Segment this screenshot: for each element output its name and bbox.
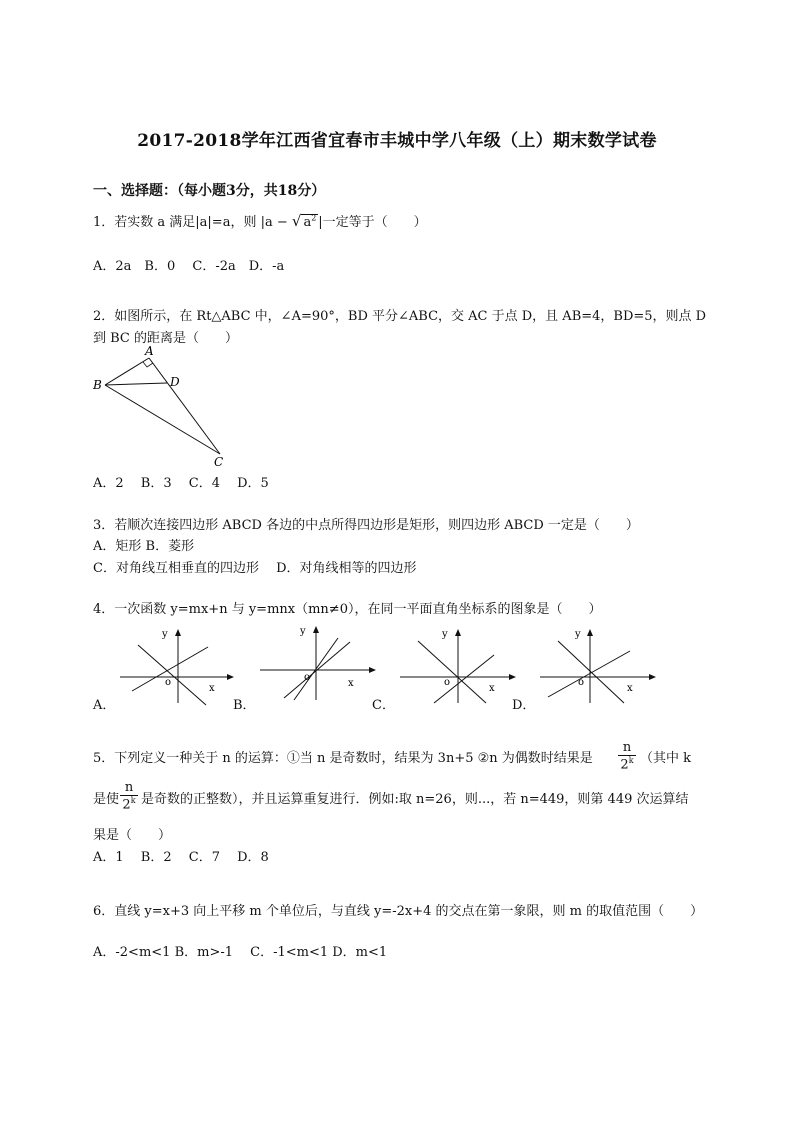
option-d-label: D． [512, 698, 536, 713]
question-2-line1: 2．如图所示，在 Rt△ABC 中，∠A=90°，BD 平分∠ABC，交 AC 于点 D，且 AB=4，BD=5，则点 D [93, 309, 707, 324]
fraction-numerator: n [124, 780, 134, 795]
question-5-line2-start: 是使 [93, 792, 120, 807]
axis-label-x: x [627, 683, 633, 694]
segment-ac [149, 358, 220, 454]
question-5-line1-start: 5．下列定义一种关于 n 的运算：①当 n 是奇数时，结果为 3n+5 ②n 为偶数时结果是 [93, 751, 593, 766]
question-3-stem: 3．若顺次连接四边形 ABCD 各边的中点所得四边形是矩形，则四边形 ABCD 一定是（ ） [93, 518, 639, 533]
section-heading: 一、选择题：（每小题3分，共18分） [93, 183, 326, 199]
question-1-options: A．2a B．0 C．-2a D．-a [93, 259, 285, 274]
triangle-figure [88, 342, 238, 470]
label-a: A [145, 344, 154, 358]
q1-stem-start: 1．若实数 a 满足|a|=a，则 | [93, 215, 265, 230]
denominator-exponent: k [130, 796, 136, 805]
y-axis-arrow [175, 629, 181, 636]
denominator-base: 2 [122, 797, 131, 813]
y-axis-arrow [587, 629, 593, 636]
option-a-label: A． [93, 698, 116, 713]
x-axis-arrow [369, 667, 376, 673]
question-5-line2-end: 是奇数的正整数），并且运算重复进行．例如:取 n=26，则...，若 n=449，则第 449 次运算结 [141, 792, 689, 807]
origin-label: o [444, 677, 451, 688]
denominator-base: 2 [620, 757, 629, 773]
label-c: C [214, 455, 224, 469]
page-title: 2017-2018学年江西省宜春市丰城中学八年级（上）期末数学试卷 [137, 131, 657, 151]
question-6-stem: 6．直线 y=x+3 向上平移 m 个单位后，与直线 y=-2x+4 的交点在第一象限，则 m 的取值范围（ ） [93, 904, 704, 919]
question-3-options-cd: C．对角线互相垂直的四边形 D．对角线相等的四边形 [93, 561, 417, 576]
q1-exponent: 2 [311, 213, 317, 223]
x-axis-arrow [509, 674, 516, 680]
axis-label-x: x [209, 683, 215, 694]
origin-label: o [304, 672, 311, 683]
x-axis-arrow [649, 674, 656, 680]
label-d: D [170, 375, 180, 389]
origin-label: o [578, 677, 585, 688]
q1-radicand-base: a [303, 215, 312, 230]
line-1 [558, 641, 624, 703]
origin-label: o [165, 677, 172, 688]
question-3-options-ab: A．矩形 B．菱形 [93, 539, 195, 554]
graph-option-b [254, 624, 378, 704]
question-6-options: A．-2<m<1 B．m>-1 C．-1<m<1 D．m<1 [93, 945, 388, 960]
question-4-stem: 4．一次函数 y=mx+n 与 y=mnx（mn≠0），在同一平面直角坐标系的图象是（ ） [93, 602, 602, 617]
axis-label-y: y [575, 629, 581, 640]
question-5-options: A．1 B．2 C．7 D．8 [93, 850, 269, 865]
segment-ab [105, 358, 149, 385]
question-2-line2: 到 BC 的距离是（ ） [93, 331, 239, 346]
segment-bc [105, 385, 220, 454]
q5-fraction-2 [120, 781, 138, 811]
line-2 [548, 651, 630, 697]
right-angle-mark [143, 362, 153, 367]
axis-label-x: x [348, 678, 354, 689]
sqrt-symbol: √ [291, 212, 302, 230]
question-5-line3: 果是（ ） [93, 828, 172, 843]
option-b-label: B． [233, 698, 256, 713]
question-2-options: A．2 B．3 C．4 D．5 [93, 476, 269, 491]
axis-label-y: y [300, 626, 306, 637]
y-axis-arrow [455, 629, 461, 636]
y-axis-arrow [313, 626, 319, 633]
axis-label-y: y [162, 629, 168, 640]
axis-label-y: y [442, 629, 448, 640]
q5-fraction-1 [618, 741, 636, 771]
label-b: B [93, 378, 102, 392]
segment-bd [105, 383, 167, 385]
q1-stem-end: |一定等于（ ） [318, 215, 427, 230]
line-2 [434, 655, 494, 703]
fraction-numerator: n [622, 740, 632, 755]
fraction-denominator [618, 757, 636, 771]
denominator-exponent: k [628, 756, 634, 765]
graph-option-d [534, 627, 658, 707]
fraction-denominator [120, 797, 138, 811]
graph-option-c [394, 627, 518, 707]
q1-radicand [301, 214, 318, 230]
line-1 [418, 641, 486, 703]
x-axis-arrow [227, 674, 234, 680]
option-c-label: C． [372, 698, 395, 713]
q1-radical-prefix: a − [264, 215, 292, 230]
question-5-line1-end: （其中 k [640, 751, 692, 766]
axis-label-x: x [489, 683, 495, 694]
question-1-stem [93, 211, 427, 230]
graph-option-a [112, 627, 236, 707]
